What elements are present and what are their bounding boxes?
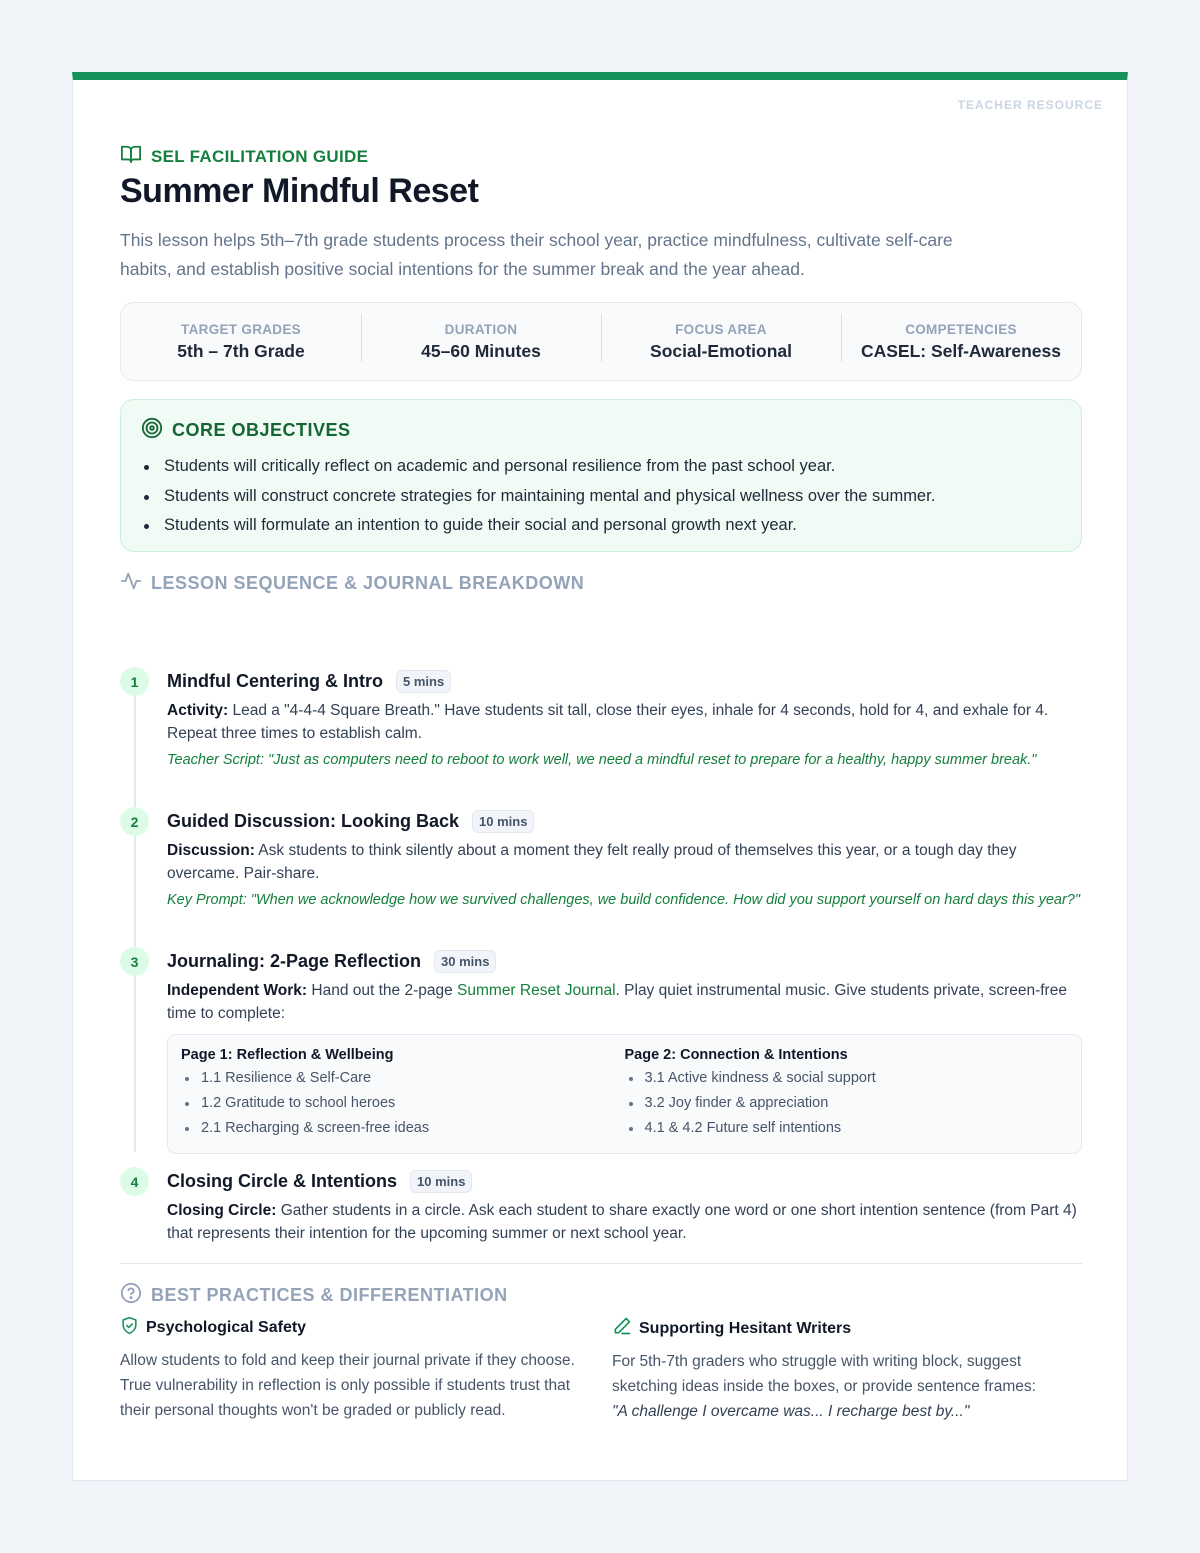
pencil-icon <box>612 1316 632 1341</box>
lesson-step-1 <box>120 667 1082 772</box>
practice-title-text: Supporting Hesitant Writers <box>639 1319 852 1337</box>
journal-pages-box <box>167 1034 1082 1154</box>
step-label: Activity: <box>167 702 229 719</box>
journal-page-list <box>625 1066 1069 1141</box>
step-title <box>167 947 1082 976</box>
step-text: Lead a "4-4-4 Square Breath." Have students sit tall, close their eyes, inhale for 4 seconds, hold for 4, and exhale for 4. Repeat three times to establish calm. <box>167 702 1049 742</box>
teacher-script: Teacher Script: "Just as computers need to reboot to work well, we need a mindful reset to prepare for a healthy, happy summer break." <box>167 752 1037 768</box>
step-text: Ask students to think silently about a moment they felt really proud of themselves this year, or a tough day they overcame. Pair-share. <box>167 842 1017 882</box>
duration-badge: 5 mins <box>396 670 451 693</box>
objectives-heading-label: CORE OBJECTIVES <box>172 420 351 440</box>
meta-value: Social-Emotional <box>650 340 792 361</box>
step-number: 1 <box>120 667 149 696</box>
list-item: 3.1 Active kindness & social support <box>625 1066 1069 1091</box>
intro-text: This lesson helps 5th–7th grade students process their school year, practice mindfulness, cultivate self-care habits, and establish positive social intentions for the summer break and the year ahead. <box>120 230 953 279</box>
meta-competencies <box>841 322 1081 362</box>
list-item: Students will construct concrete strategies for maintaining mental and physical wellness over the summer. <box>141 482 1061 512</box>
lesson-guide-page <box>72 72 1128 1481</box>
page-title: Summer Mindful Reset <box>120 172 479 210</box>
lesson-step-3 <box>120 947 1082 1154</box>
duration-badge: 10 mins <box>472 810 534 833</box>
open-book-icon <box>120 144 142 169</box>
step-description <box>167 979 1082 1025</box>
duration-badge: 10 mins <box>410 1170 472 1193</box>
sequence-heading-label: LESSON SEQUENCE & JOURNAL BREAKDOWN <box>151 573 585 593</box>
step-text-after: . Play quiet instrumental music. Give students private, screen-free time to complete: <box>167 982 1067 1022</box>
eyebrow-label: SEL FACILITATION GUIDE <box>151 146 369 166</box>
meta-label: DURATION <box>444 321 518 337</box>
journal-page-1 <box>181 1047 625 1141</box>
step-title-text: Guided Discussion: Looking Back <box>167 811 460 831</box>
key-prompt: Key Prompt: "When we acknowledge how we survived challenges, we build confidence. How did you support yourself on hard days this year?" <box>167 892 1081 908</box>
step-title <box>167 1167 1082 1196</box>
step-text: Gather students in a circle. Ask each student to share exactly one word or one short intention sentence (from Part 4) that represents their intention for the upcoming summer or next school year. <box>167 1202 1077 1242</box>
lesson-step-4 <box>120 1167 1082 1245</box>
step-title-text: Journaling: 2-Page Reflection <box>167 951 422 971</box>
practice-title <box>120 1316 580 1340</box>
meta-label: FOCUS AREA <box>675 321 767 337</box>
meta-value: 45–60 Minutes <box>421 340 541 361</box>
guide-eyebrow <box>120 144 368 169</box>
help-circle-icon <box>120 1282 142 1309</box>
list-item: 2.1 Recharging & screen-free ideas <box>181 1116 625 1141</box>
practice-title-text: Psychological Safety <box>146 1319 307 1336</box>
lesson-meta-bar <box>120 302 1082 381</box>
practice-psychological-safety <box>120 1316 580 1423</box>
journal-page-2 <box>625 1047 1069 1141</box>
shield-check-icon <box>120 1316 139 1340</box>
meta-value: 5th – 7th Grade <box>177 340 305 361</box>
step-description <box>167 699 1082 745</box>
meta-focus-area <box>601 322 841 362</box>
list-item: 1.2 Gratitude to school heroes <box>181 1091 625 1116</box>
step-title <box>167 667 1082 696</box>
step-description <box>167 1199 1082 1245</box>
list-item: 1.1 Resilience & Self-Care <box>181 1066 625 1091</box>
practice-text <box>612 1349 1072 1424</box>
practice-hesitant-writers <box>612 1316 1072 1424</box>
practices-heading <box>120 1282 508 1309</box>
meta-label: COMPETENCIES <box>905 321 1017 337</box>
step-text-before: Hand out the 2-page <box>307 982 458 999</box>
journal-page-heading: Page 1: Reflection & Wellbeing <box>181 1047 394 1063</box>
meta-duration <box>361 322 601 362</box>
core-objectives-box <box>120 399 1082 552</box>
sequence-heading <box>120 570 584 597</box>
meta-value: CASEL: Self-Awareness <box>860 340 1062 361</box>
step-title-text: Mindful Centering & Intro <box>167 671 383 691</box>
objectives-list <box>141 452 1061 541</box>
meta-target-grades <box>121 322 361 362</box>
journal-page-list <box>181 1066 625 1141</box>
step-number: 3 <box>120 947 149 976</box>
list-item: Students will critically reflect on academic and personal resilience from the past school year. <box>141 452 1061 482</box>
practice-text: Allow students to fold and keep their journal private if they choose. True vulnerability in reflection is only possible if students trust that their personal thoughts won't be graded or publicly read. <box>120 1352 575 1419</box>
practice-title <box>612 1316 1072 1341</box>
list-item: Students will formulate an intention to guide their social and personal growth next year. <box>141 511 1061 541</box>
meta-label: TARGET GRADES <box>181 321 301 337</box>
step-description <box>167 839 1082 885</box>
journal-page-heading: Page 2: Connection & Intentions <box>624 1047 848 1063</box>
teacher-resource-tag: TEACHER RESOURCE <box>957 98 1103 112</box>
step-label: Closing Circle: <box>167 1202 277 1219</box>
step-title <box>167 807 1082 836</box>
objectives-heading <box>141 417 1061 444</box>
step-number: 2 <box>120 807 149 836</box>
step-label: Independent Work: <box>167 982 308 999</box>
journal-link[interactable]: Summer Reset Journal <box>457 982 616 999</box>
practice-text-body: For 5th-7th graders who struggle with writing block, suggest sketching ideas inside the boxes, or provide sentence frames: <box>612 1353 1036 1395</box>
activity-pulse-icon <box>120 570 142 597</box>
step-label: Discussion: <box>167 842 255 859</box>
sentence-frames-quote: "A challenge I overcame was... I recharge best by..." <box>612 1403 970 1420</box>
target-icon <box>141 417 163 444</box>
list-item: 3.2 Joy finder & appreciation <box>625 1091 1069 1116</box>
duration-badge: 30 mins <box>434 950 496 973</box>
lesson-step-2 <box>120 807 1082 912</box>
practices-heading-label: BEST PRACTICES & DIFFERENTIATION <box>151 1285 508 1305</box>
step-title-text: Closing Circle & Intentions <box>167 1171 398 1191</box>
list-item: 4.1 & 4.2 Future self intentions <box>625 1116 1069 1141</box>
section-divider <box>120 1263 1082 1264</box>
step-number: 4 <box>120 1167 149 1196</box>
